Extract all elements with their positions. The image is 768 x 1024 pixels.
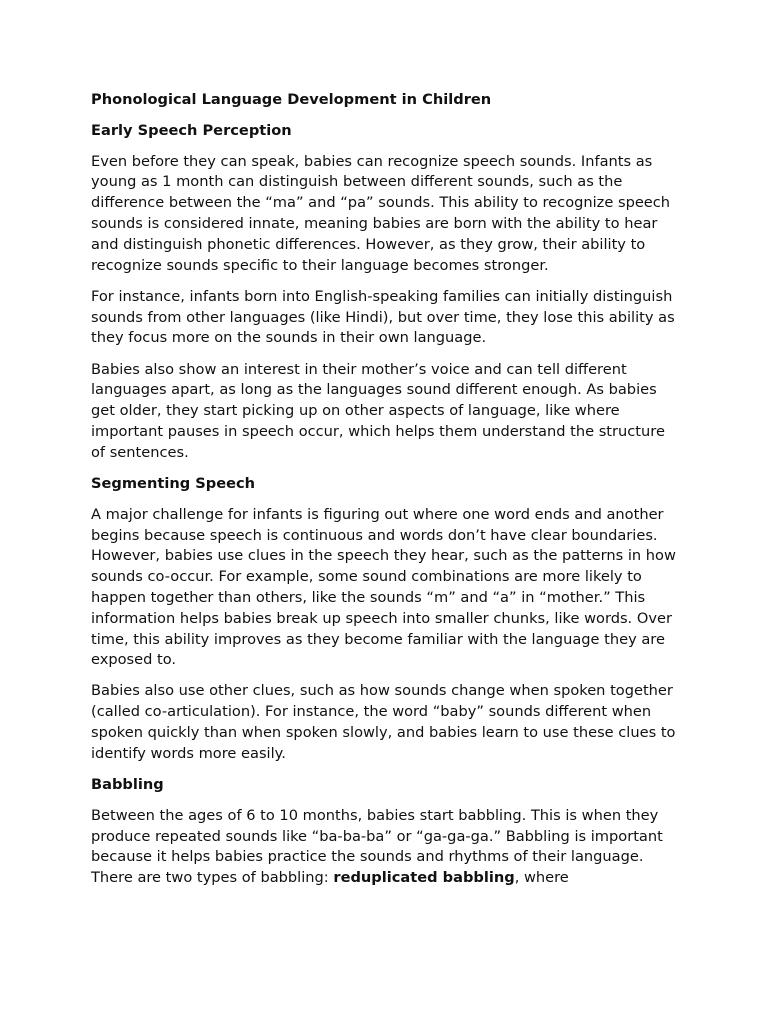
paragraph: A major challenge for infants is figuring out where one word ends and another begins because speech is continuous and words don’t have clear boundaries. However, babies use clues in the speech they hear, such as the patterns in how sounds co-occur. For example, some sound combinations are more likely to happen together than others, like the sounds “m” and “a” in “mother.” This information helps babies break up speech into smaller chunks, like words. Over time, this ability improves as they become familiar with the language they are exposed to.: [91, 505, 676, 669]
paragraph: Babies also show an interest in their mother’s voice and can tell different languages apart, as long as the languages sound different enough. As babies get older, they start picking up on other aspects of language, like where important pauses in speech occur, which helps them understand the structure of sentences.: [91, 360, 665, 461]
paragraph: For instance, infants born into English-speaking families can initially distinguish sounds from other languages (like Hindi), but over time, they lose this ability as they focus more on the sounds in their own language.: [91, 287, 675, 347]
paragraph: Even before they can speak, babies can recognize speech sounds. Infants as young as 1 month can distinguish between different sounds, such as the difference between the “ma” and “pa” sounds. This ability to recognize speech sounds is considered innate, meaning babies are born with the ability to hear and distinguish phonetic differences. However, as they grow, their ability to recognize sounds specific to their language becomes stronger.: [91, 152, 671, 274]
section-heading-babbling: Babbling: [91, 776, 164, 794]
paragraph-babbling: [91, 806, 681, 889]
document-title: Phonological Language Development in Children: [91, 91, 492, 108]
bold-term: reduplicated babbling: [333, 869, 515, 887]
document-page: [91, 90, 681, 899]
paragraph-text: Between the ages of 6 to 10 months, babies start babbling. This is when they produce repeated sounds like “ba-ba-ba” or “ga-ga-ga.” Babbling is important because it helps babies practice the sounds and rhythms of their language. There are two types of babbling:: [91, 806, 663, 887]
section-heading-early-speech-perception: Early Speech Perception: [91, 121, 292, 139]
section-heading-segmenting-speech: Segmenting Speech: [91, 474, 256, 492]
paragraph-text: , where: [514, 869, 569, 887]
paragraph: Babies also use other clues, such as how sounds change when spoken together (called co-articulation). For instance, the word “baby” sounds different when spoken quickly than when spoken slowly, and babies learn to use these clues to identify words more easily.: [91, 682, 676, 762]
